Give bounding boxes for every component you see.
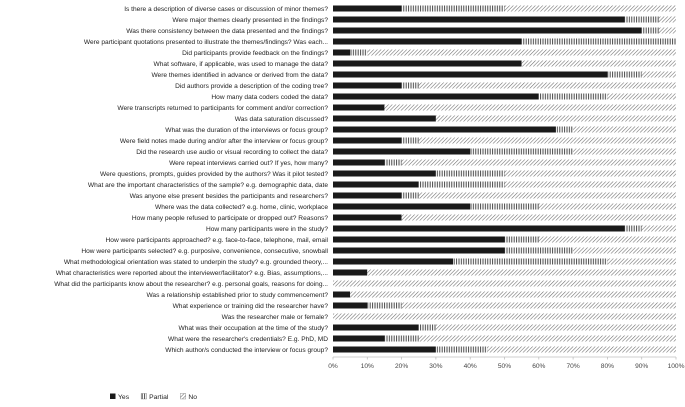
category-label: Did participants provide feedback on the findings? — [182, 49, 328, 57]
bar-segment-yes — [333, 6, 402, 12]
bar-segment-yes — [333, 17, 625, 23]
bar-segment-no — [642, 72, 676, 78]
bar-segment-no — [402, 215, 676, 221]
legend-swatch-partial — [141, 394, 147, 400]
bar-segment-no — [607, 94, 676, 100]
legend-label-partial: Partial — [149, 394, 169, 401]
bar-segment-no — [573, 127, 676, 133]
bar-segment-yes — [333, 259, 453, 265]
x-tick-label: 60% — [532, 363, 546, 370]
x-tick-label: 80% — [600, 363, 615, 370]
category-label: Were major themes clearly presented in the findings? — [172, 16, 328, 24]
x-tick-label: 50% — [497, 363, 512, 370]
bar-segment-yes — [333, 127, 556, 133]
bar-segment-no — [367, 270, 676, 276]
bar-segment-yes — [333, 50, 350, 56]
bar-segment-yes — [333, 116, 436, 122]
bar-segment-yes — [333, 292, 350, 298]
category-label: Did authors provide a description of the coding tree? — [175, 82, 328, 90]
bar-segment-yes — [333, 193, 402, 199]
bar-segment-no — [350, 292, 676, 298]
bar-segment-yes — [333, 325, 419, 331]
bar-segment-partial — [402, 83, 419, 89]
category-label: Was anyone else present besides the participants and researchers? — [129, 192, 328, 200]
bar-segment-partial — [539, 94, 608, 100]
category-label: Which author/s conducted the interview or focus group? — [165, 346, 328, 354]
bar-segment-yes — [333, 248, 505, 254]
category-labels — [54, 6, 328, 354]
category-label: Did the research use audio or visual recording to collect the data? — [136, 148, 328, 156]
bar-segment-yes — [333, 171, 436, 177]
legend-swatch-yes — [110, 394, 116, 400]
bar-segment-yes — [333, 226, 625, 232]
category-label: Was data saturation discussed? — [234, 115, 328, 123]
legend-label-yes: Yes — [118, 394, 130, 401]
bar-segment-partial — [367, 303, 401, 309]
x-tick-label: 0% — [328, 363, 338, 370]
bar-segment-no — [607, 259, 676, 265]
bar-segment-partial — [642, 28, 659, 34]
bar-segment-partial — [505, 237, 539, 243]
bar-segment-no — [487, 347, 676, 353]
bar-segment-yes — [333, 270, 367, 276]
bar-segment-no — [659, 17, 676, 23]
bar-segment-no — [333, 314, 676, 320]
bar-segment-partial — [419, 325, 436, 331]
category-label: Were transcripts returned to participants for comment and/or correction? — [117, 104, 328, 112]
bar-segment-yes — [333, 182, 419, 188]
bar-segment-no — [367, 50, 676, 56]
bar-segment-partial — [402, 6, 505, 12]
bar-segment-yes — [333, 336, 384, 342]
bar-segment-yes — [333, 105, 384, 111]
bar-segment-no — [659, 28, 676, 34]
bar-segment-no — [522, 61, 676, 67]
bar-segment-partial — [402, 193, 419, 199]
category-label: Was the researcher male or female? — [221, 313, 328, 321]
legend — [110, 394, 197, 402]
bar-segment-partial — [556, 127, 573, 133]
legend-swatch-no — [180, 394, 186, 400]
bar-segment-partial — [384, 160, 401, 166]
category-label: How many data coders coded the data? — [211, 93, 328, 101]
bar-segment-partial — [419, 182, 505, 188]
bar-segment-no — [384, 105, 676, 111]
bar-segment-no — [505, 171, 677, 177]
category-label: How many participants were in the study? — [205, 225, 328, 233]
bar-segment-partial — [384, 336, 418, 342]
bar-segment-partial — [625, 17, 659, 23]
category-label: What methodological orientation was stated to underpin the study? e.g. grounded theory,... — [63, 258, 328, 266]
bar-segment-yes — [333, 28, 642, 34]
category-label: Was there consistency between the data presented and the findings? — [126, 27, 328, 35]
bar-segment-yes — [333, 138, 402, 144]
bar-segment-partial — [522, 39, 676, 45]
category-label: Were repeat interviews carried out? If yes, how many? — [169, 159, 328, 167]
x-axis — [328, 357, 684, 370]
category-label: What was the duration of the interviews or focus group? — [165, 126, 328, 134]
category-label: What experience or training did the researcher have? — [172, 302, 328, 310]
bar-segment-partial — [436, 347, 487, 353]
bars-layer — [333, 6, 676, 353]
category-label: How were participants selected? e.g. purposive, convenience, consecutive, snowball — [81, 247, 328, 255]
x-tick-label: 10% — [360, 363, 374, 370]
bar-segment-no — [505, 6, 677, 12]
bar-segment-yes — [333, 72, 607, 78]
bar-segment-no — [539, 237, 676, 243]
bar-segment-no — [402, 303, 676, 309]
bar-segment-yes — [333, 39, 522, 45]
bar-segment-partial — [505, 248, 574, 254]
bar-segment-no — [419, 138, 676, 144]
bar-segment-no — [539, 204, 676, 210]
bar-segment-partial — [436, 171, 505, 177]
bar-segment-yes — [333, 94, 539, 100]
x-tick-label: 70% — [566, 363, 580, 370]
bar-segment-no — [402, 160, 676, 166]
x-tick-label: 40% — [463, 363, 477, 370]
category-label: What was their occupation at the time of the study? — [178, 324, 328, 332]
bar-segment-partial — [402, 138, 419, 144]
legend-label-no: No — [188, 394, 198, 401]
bar-segment-no — [505, 182, 677, 188]
bar-segment-partial — [470, 149, 573, 155]
bar-segment-no — [333, 281, 676, 287]
bar-segment-yes — [333, 347, 436, 353]
bar-segment-no — [642, 226, 676, 232]
bar-segment-no — [419, 83, 676, 89]
bar-segment-yes — [333, 204, 470, 210]
bar-segment-no — [436, 325, 676, 331]
bar-segment-yes — [333, 215, 402, 221]
bar-segment-partial — [453, 259, 607, 265]
x-tick-label: 20% — [394, 363, 409, 370]
category-label: What did the participants know about the researcher? e.g. personal goals, reasons for doing... — [54, 280, 328, 288]
bar-segment-yes — [333, 149, 470, 155]
category-label: What are the important characteristics of the sample? e.g. demographic data, date — [87, 181, 328, 189]
category-label: Where was the data collected? e.g. home, clinic, workplace — [155, 203, 328, 211]
bar-segment-partial — [350, 50, 367, 56]
bar-segment-partial — [625, 226, 642, 232]
bar-segment-yes — [333, 83, 402, 89]
bar-segment-no — [573, 149, 676, 155]
category-label: Were field notes made during and/or after the interview or focus group? — [119, 137, 328, 145]
bar-segment-yes — [333, 160, 384, 166]
bar-segment-yes — [333, 303, 367, 309]
bar-segment-yes — [333, 237, 505, 243]
x-tick-label: 90% — [635, 363, 649, 370]
x-tick-label: 30% — [429, 363, 443, 370]
bar-segment-no — [419, 193, 676, 199]
bar-segment-partial — [607, 72, 641, 78]
category-label: Is there a description of diverse cases or discussion of minor themes? — [124, 5, 328, 13]
bar-segment-partial — [470, 204, 539, 210]
bar-segment-no — [436, 116, 676, 122]
bar-segment-no — [419, 336, 676, 342]
category-label: What characteristics were reported about the interviewer/facilitator? e.g. Bias, assumptions,... — [55, 269, 328, 277]
category-label: How were participants approached? e.g. face-to-face, telephone, mail, email — [105, 236, 328, 244]
x-tick-label: 100% — [667, 363, 685, 370]
category-label: Were questions, prompts, guides provided by the authors? Was it pilot tested? — [100, 170, 328, 178]
bar-segment-no — [573, 248, 676, 254]
category-label: Were themes identified in advance or derived from the data? — [151, 71, 328, 79]
category-label: What were the researcher's credentials? E.g. PhD, MD — [168, 335, 328, 343]
category-label: Were participant quotations presented to illustrate the themes/findings? Was each... — [83, 38, 328, 46]
category-label: What software, if applicable, was used to manage the data? — [153, 60, 328, 68]
bar-segment-yes — [333, 61, 522, 67]
category-label: Was a relationship established prior to study commencement? — [146, 291, 328, 299]
category-label: How many people refused to participate or dropped out? Reasons? — [131, 214, 328, 222]
